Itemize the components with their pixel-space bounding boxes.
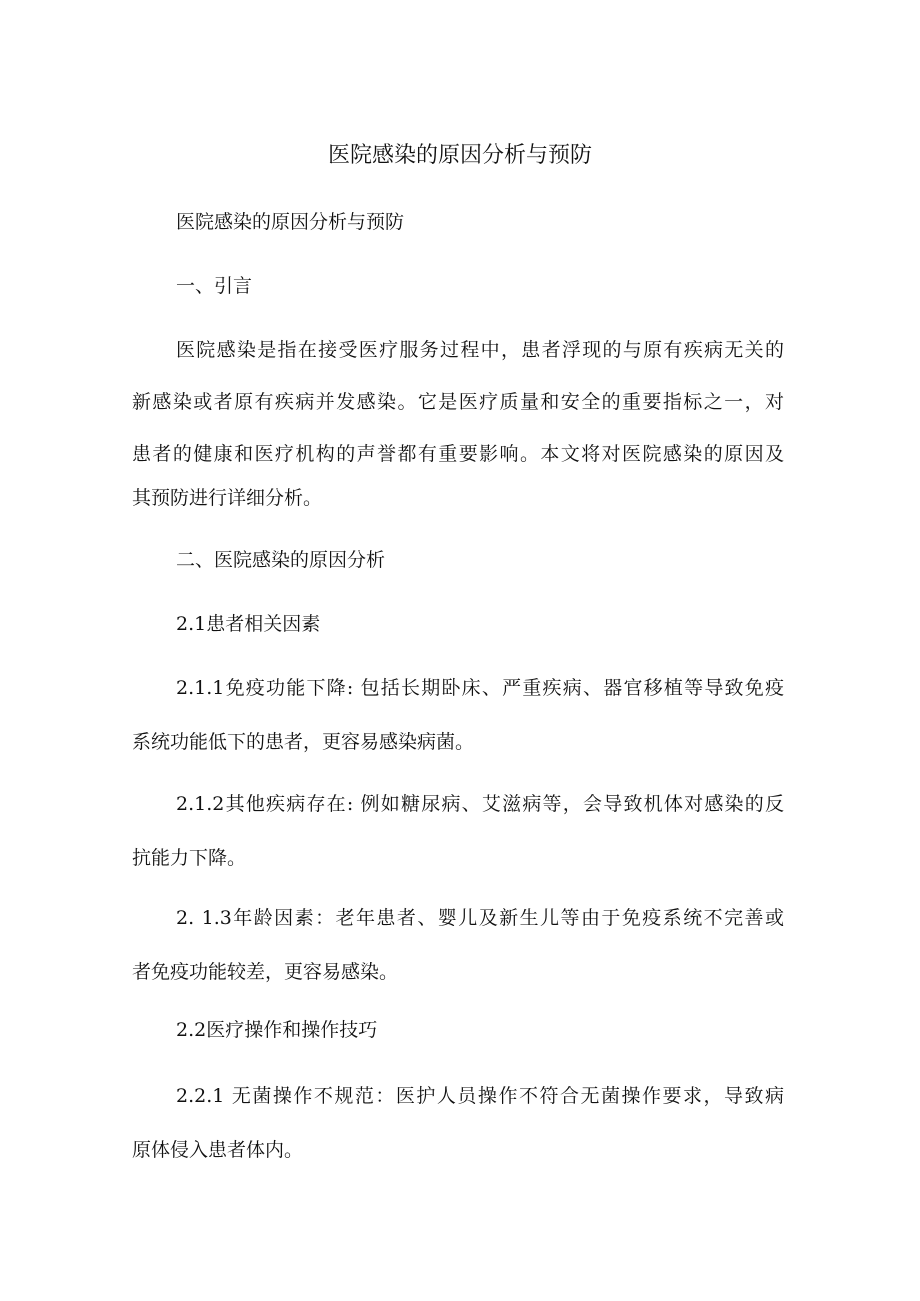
intro-paragraph-line: 其预防进行详细分析。 [132, 487, 323, 509]
list-item-line: 2. 1.3年龄因素：老年患者、婴儿及新生儿等由于免疫系统不完善或 [176, 907, 784, 929]
section-heading-introduction: 一、引言 [176, 275, 253, 297]
section-heading-cause-analysis: 二、医院感染的原因分析 [176, 549, 386, 571]
intro-paragraph-line: 患者的健康和医疗机构的声誉都有重要影响。本文将对医院感染的原因及 [132, 443, 784, 465]
document-title: 医院感染的原因分析与预防 [327, 143, 592, 168]
list-item-line: 2.1.2其他疾病存在: 例如糖尿病、艾滋病等，会导致机体对感染的反 [176, 793, 784, 815]
list-item-line: 2.1.1免疫功能下降: 包括长期卧床、严重疾病、器官移植等导致免疫 [176, 677, 784, 699]
document-subtitle: 医院感染的原因分析与预防 [176, 211, 405, 233]
list-item-line: 抗能力下降。 [132, 847, 247, 869]
subsection-heading-patient-factors: 2.1患者相关因素 [176, 613, 321, 635]
list-item-line: 者免疫功能较差，更容易感染。 [132, 961, 399, 983]
list-item-line: 系统功能低下的患者，更容易感染病菌。 [132, 731, 475, 753]
intro-paragraph-line: 医院感染是指在接受医疗服务过程中，患者浮现的与原有疾病无关的 [176, 339, 784, 361]
subsection-heading-medical-procedures: 2.2医疗操作和操作技巧 [176, 1019, 378, 1041]
intro-paragraph-line: 新感染或者原有疾病并发感染。它是医疗质量和安全的重要指标之一，对 [132, 391, 784, 413]
list-item-line: 2.2.1 无菌操作不规范：医护人员操作不符合无菌操作要求，导致病 [176, 1085, 784, 1107]
list-item-line: 原体侵入患者体内。 [132, 1139, 304, 1161]
